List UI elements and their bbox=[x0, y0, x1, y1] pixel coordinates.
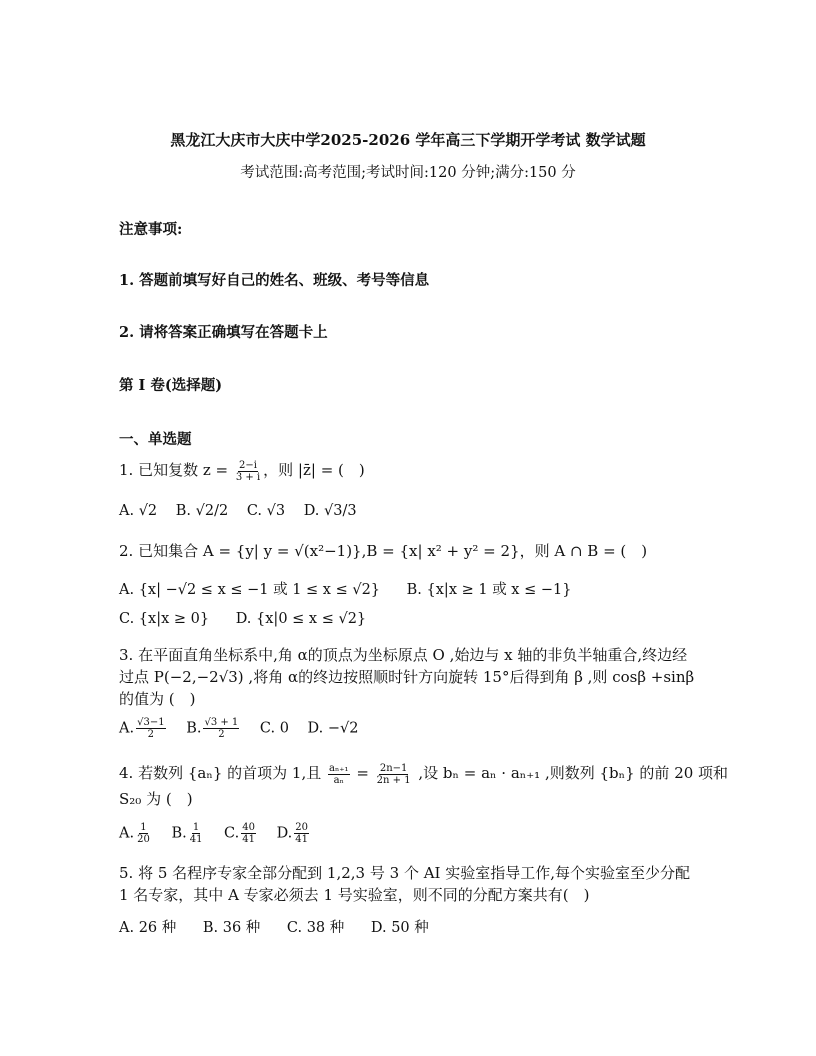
option-b-label: B. bbox=[171, 825, 187, 842]
question-1-options bbox=[119, 503, 357, 519]
option-a-label: A. bbox=[119, 720, 135, 737]
option-d: D. 50 种 bbox=[370, 920, 429, 936]
option-b: B. {x|x ≥ 1 或 x ≤ −1} bbox=[406, 582, 572, 598]
option-d: D. √3/3 bbox=[303, 503, 357, 519]
notes-heading: 注意事项: bbox=[119, 221, 183, 238]
fraction-numerator: 2n−1 bbox=[379, 762, 408, 774]
option-b-fraction bbox=[189, 822, 204, 845]
option-c: C. 0 bbox=[259, 720, 289, 737]
question-2-options-row-1 bbox=[119, 578, 571, 599]
question-3-options bbox=[119, 717, 359, 740]
option-d: D. {x|0 ≤ x ≤ √2} bbox=[235, 611, 367, 627]
fraction-denominator: 2 bbox=[147, 729, 155, 740]
question-4-text-pre: 4. 若数列 {aₙ} 的首项为 1,且 bbox=[119, 764, 326, 782]
fraction-numerator: 20 bbox=[295, 822, 309, 833]
fraction-denominator: 41 bbox=[189, 834, 203, 845]
option-c-fraction bbox=[241, 822, 256, 845]
fraction-denominator: aₙ bbox=[333, 774, 344, 786]
question-4-fraction-2 bbox=[376, 763, 412, 786]
fraction-numerator: 1 bbox=[192, 822, 200, 833]
question-4-fraction-1 bbox=[328, 763, 350, 786]
fraction-denominator: 41 bbox=[242, 834, 255, 845]
fraction-denominator: 2 bbox=[218, 729, 225, 740]
question-4-equals: = bbox=[351, 764, 374, 782]
fraction-numerator: 2−i bbox=[239, 459, 257, 471]
option-a: A. 26 种 bbox=[119, 920, 177, 936]
fraction-numerator: √3 + 1 bbox=[204, 717, 239, 728]
question-2-options-row-2 bbox=[119, 611, 366, 627]
fraction-denominator: 3 + i bbox=[235, 471, 261, 483]
option-c: C. {x|x ≥ 0} bbox=[119, 611, 210, 627]
fraction-denominator: 2n + 1 bbox=[376, 774, 411, 786]
note-item-1: 1. 答题前填写好自己的姓名、班级、考号等信息 bbox=[119, 272, 430, 289]
question-5: 5. 将 5 名程序专家全部分配到 1,2,3 号 3 个 AI 实验室指导工作,每个实验室至少分配 1 名专家，其中 A 专家必须去 1 号实验室，则不同的分配方案共有( ) bbox=[119, 864, 691, 904]
option-d-fraction bbox=[294, 822, 309, 845]
exam-title: 黑龙江大庆市大庆中学2025-2026 学年高三下学期开学考试 数学试题 bbox=[170, 131, 646, 149]
option-a: A. {x| −√2 ≤ x ≤ −1 或 1 ≤ x ≤ √2} bbox=[119, 582, 381, 598]
fraction-numerator: √3−1 bbox=[137, 717, 165, 728]
question-4-line-2: S₂₀ 为 ( ) bbox=[119, 790, 193, 808]
fraction-numerator: 1 bbox=[140, 822, 147, 833]
note-item-2: 2. 请将答案正确填写在答题卡上 bbox=[119, 324, 328, 341]
option-c-label: C. bbox=[224, 825, 240, 842]
option-b: B. 36 种 bbox=[202, 920, 261, 936]
option-d-label: D. bbox=[276, 825, 293, 842]
option-a-fraction bbox=[136, 822, 151, 845]
fraction-denominator: 41 bbox=[295, 834, 309, 845]
section-heading: 一、单选题 bbox=[119, 431, 192, 448]
question-5-options bbox=[119, 916, 429, 937]
question-4-options bbox=[119, 822, 311, 845]
part-heading: 第 I 卷(选择题) bbox=[119, 377, 223, 394]
option-b: B. √2/2 bbox=[175, 503, 229, 519]
question-4 bbox=[119, 762, 728, 786]
option-a: A. √2 bbox=[119, 503, 158, 519]
option-c: C. √3 bbox=[246, 503, 286, 519]
option-c: C. 38 种 bbox=[286, 920, 345, 936]
fraction-numerator: aₙ₊₁ bbox=[328, 762, 349, 774]
question-3: 3. 在平面直角坐标系中,角 α的顶点为坐标原点 O ,始边与 x 轴的非负半轴重合,终边经过点 P(−2,−2√3) ,将角 α的终边按照顺时针方向旋转 15°后得到角 β ,则 cosβ +sinβ 的值为 ( ) bbox=[119, 646, 695, 708]
option-a-fraction bbox=[136, 717, 165, 740]
option-b-fraction bbox=[203, 717, 239, 740]
exam-subtitle: 考试范围:高考范围;考试时间:120 分钟;满分:150 分 bbox=[240, 165, 576, 181]
question-1-text-pre: 1. 已知复数 z = bbox=[119, 461, 233, 479]
option-a-label: A. bbox=[119, 825, 135, 842]
option-d: D. −√2 bbox=[307, 720, 359, 737]
fraction-numerator: 40 bbox=[242, 822, 255, 833]
fraction-denominator: 20 bbox=[137, 834, 150, 845]
question-1 bbox=[119, 459, 365, 483]
question-4-text-post: ,设 bₙ = aₙ · aₙ₊₁ ,则数列 {bₙ} 的前 20 项和 bbox=[413, 764, 729, 782]
question-2: 2. 已知集合 A = {y| y = √(x²−1)},B = {x| x² + y² = 2}，则 A ∩ B = ( ) bbox=[119, 542, 648, 560]
question-1-fraction bbox=[235, 460, 261, 483]
question-1-text-post: ，则 |z̄| = ( ) bbox=[263, 461, 365, 479]
option-b-label: B. bbox=[186, 720, 202, 737]
